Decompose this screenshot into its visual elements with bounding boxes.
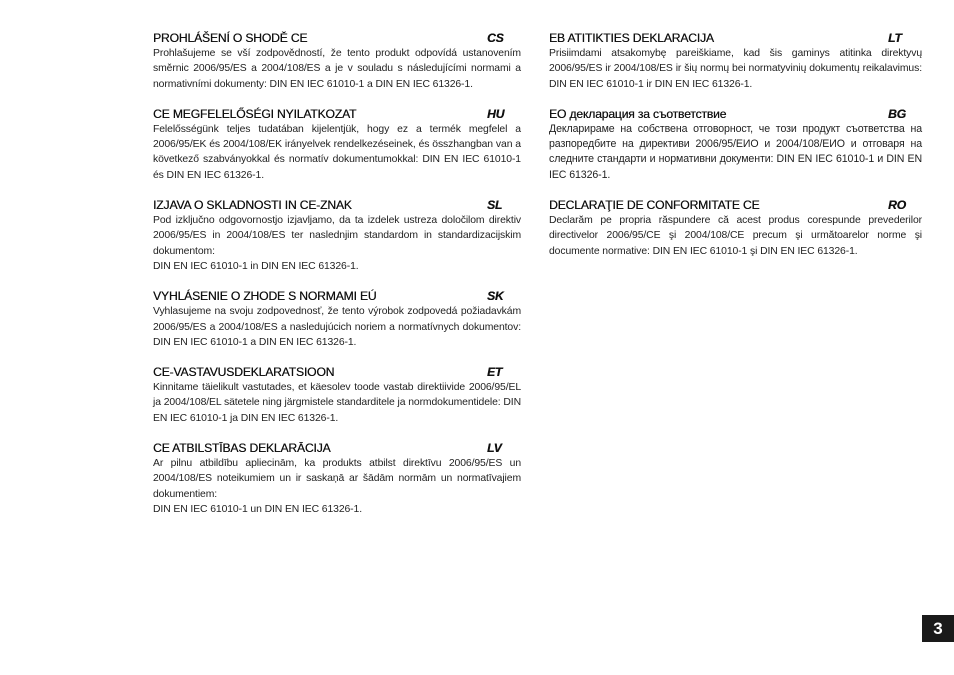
language-code: HU xyxy=(487,106,505,121)
language-code: LV xyxy=(487,441,502,456)
declaration-ro xyxy=(549,198,922,259)
section-title: CE MEGFELELŐSÉGI NYILATKOZAT xyxy=(153,106,357,121)
declaration-hu xyxy=(153,107,521,183)
language-code: SL xyxy=(487,198,503,213)
section-text: Kinnitame täielikult vastutades, et käesolev toode vastab direktiivide 2006/95/EL ja 2004/108/EL sätetele ning järgmistele standarditele ja normdokumentidele: DIN EN IEC 61010-1 ja DIN EN IEC 61326-1. xyxy=(153,382,521,424)
section-heading xyxy=(153,441,521,456)
section-title: PROHLÁŠENÍ O SHODĚ CE xyxy=(153,31,308,45)
declaration-cs xyxy=(153,31,521,92)
language-code: BG xyxy=(888,106,906,121)
section-heading xyxy=(153,107,521,122)
section-heading xyxy=(153,365,521,380)
section-heading xyxy=(153,198,521,213)
section-title: CE-VASTAVUSDEKLARATSIOON xyxy=(153,365,335,380)
left-column xyxy=(153,31,521,532)
language-code: SK xyxy=(487,289,504,304)
section-heading xyxy=(153,31,521,46)
page-number: 3 xyxy=(922,615,954,642)
section-heading xyxy=(549,107,922,122)
declaration-et xyxy=(153,365,521,426)
declaration-lv xyxy=(153,441,521,517)
section-text: Декларираме на собствена отговорност, че този продукт съответства на разпоредбите на директиви 2006/95/ЕИО и 2004/108/ЕИО и отговаря на следните стандарти и нормативни документи: DIN EN IEC 61010-1 и DIN EN IEC 61326-1. xyxy=(549,122,922,181)
language-code: CS xyxy=(487,31,504,45)
section-text: Ar pilnu atbildību apliecinām, ka produkts atbilst direktīvu 2006/95/ES un 2004/108/ES noteikumiem un ir saskaņā ar šādām normām un normatīvajiem dokumentiem: DIN EN IEC 61010-1 un DIN EN IEC 61326-1. xyxy=(153,458,521,515)
declaration-sl xyxy=(153,198,521,274)
section-heading xyxy=(549,198,922,213)
section-title: VYHLÁSENIE O ZHODE S NORMAMI EÚ xyxy=(153,289,377,304)
declaration-sk xyxy=(153,289,521,350)
section-text: Prohlašujeme se vší zodpovědností, že tento produkt odpovídá ustanovením směrnic 2006/95/ES a 2004/108/ES a je v souladu s následujícími normami a normativními dokumenty: DIN EN IEC 61010-1 a DIN EN IEC 61326-1. xyxy=(153,48,521,90)
section-text: Vyhlasujeme na svoju zodpovednosť, že tento výrobok zodpovedá požiadavkám 2006/95/ES a 2004/108/ES a nasledujúcich noriem a normatívnych dokumentov: DIN EN IEC 61010-1 a DIN EN IEC 61326-1. xyxy=(153,306,521,348)
language-code: ET xyxy=(487,365,503,380)
section-text: Declarăm pe propria răspundere că acest produs corespunde prevederilor directivelor 2006/95/CE şi 2004/108/CE precum şi următoarelor norme şi documente normative: DIN EN IEC 61010-1 şi DIN EN IEC 61326-1. xyxy=(549,215,922,257)
section-text: Prisiimdami atsakomybę pareiškiame, kad šis gaminys atitinka direktyvų 2006/95/ES ir 2004/108/ES ir šių normų bei normatyvinių dokumentų reikalavimus: DIN EN IEC 61010-1 ir DIN EN IEC 61326-1. xyxy=(549,48,922,90)
section-text: Felelősségünk teljes tudatában kijelentjük, hogy ez a termék megfelel a 2006/95/EK és 2004/108/EK irányelvek rendelkezéseinek, és összhangban van a következő szabványokkal és normatív dokumentumokkal: DIN EN IEC 61010-1 és DIN EN IEC 61326-1. xyxy=(153,123,521,181)
declaration-lt xyxy=(549,31,922,92)
section-title: CE ATBILSTĪBAS DEKLARĀCIJA xyxy=(153,441,331,456)
section-text: Pod izključno odgovornostjo izjavljamo, da ta izdelek ustreza določilom direktiv 2006/95/ES in 2004/108/ES ter naslednjim standardom in standardizacijskim dokumentom: DIN EN IEC 61010-1 in DIN EN IEC 61326-1. xyxy=(153,215,521,272)
language-code: LT xyxy=(888,31,902,45)
section-title: DECLARAŢIE DE CONFORMITATE CE xyxy=(549,198,760,213)
section-title: IZJAVA O SKLADNOSTI IN CE-ZNAK xyxy=(153,198,352,213)
section-title: EB ATITIKTIES DEKLARACIJA xyxy=(549,31,714,45)
declaration-bg xyxy=(549,107,922,183)
right-column xyxy=(549,31,922,274)
section-heading xyxy=(549,31,922,46)
section-heading xyxy=(153,289,521,304)
section-title: ЕО декларация за съответствие xyxy=(549,106,727,121)
language-code: RO xyxy=(888,198,906,213)
